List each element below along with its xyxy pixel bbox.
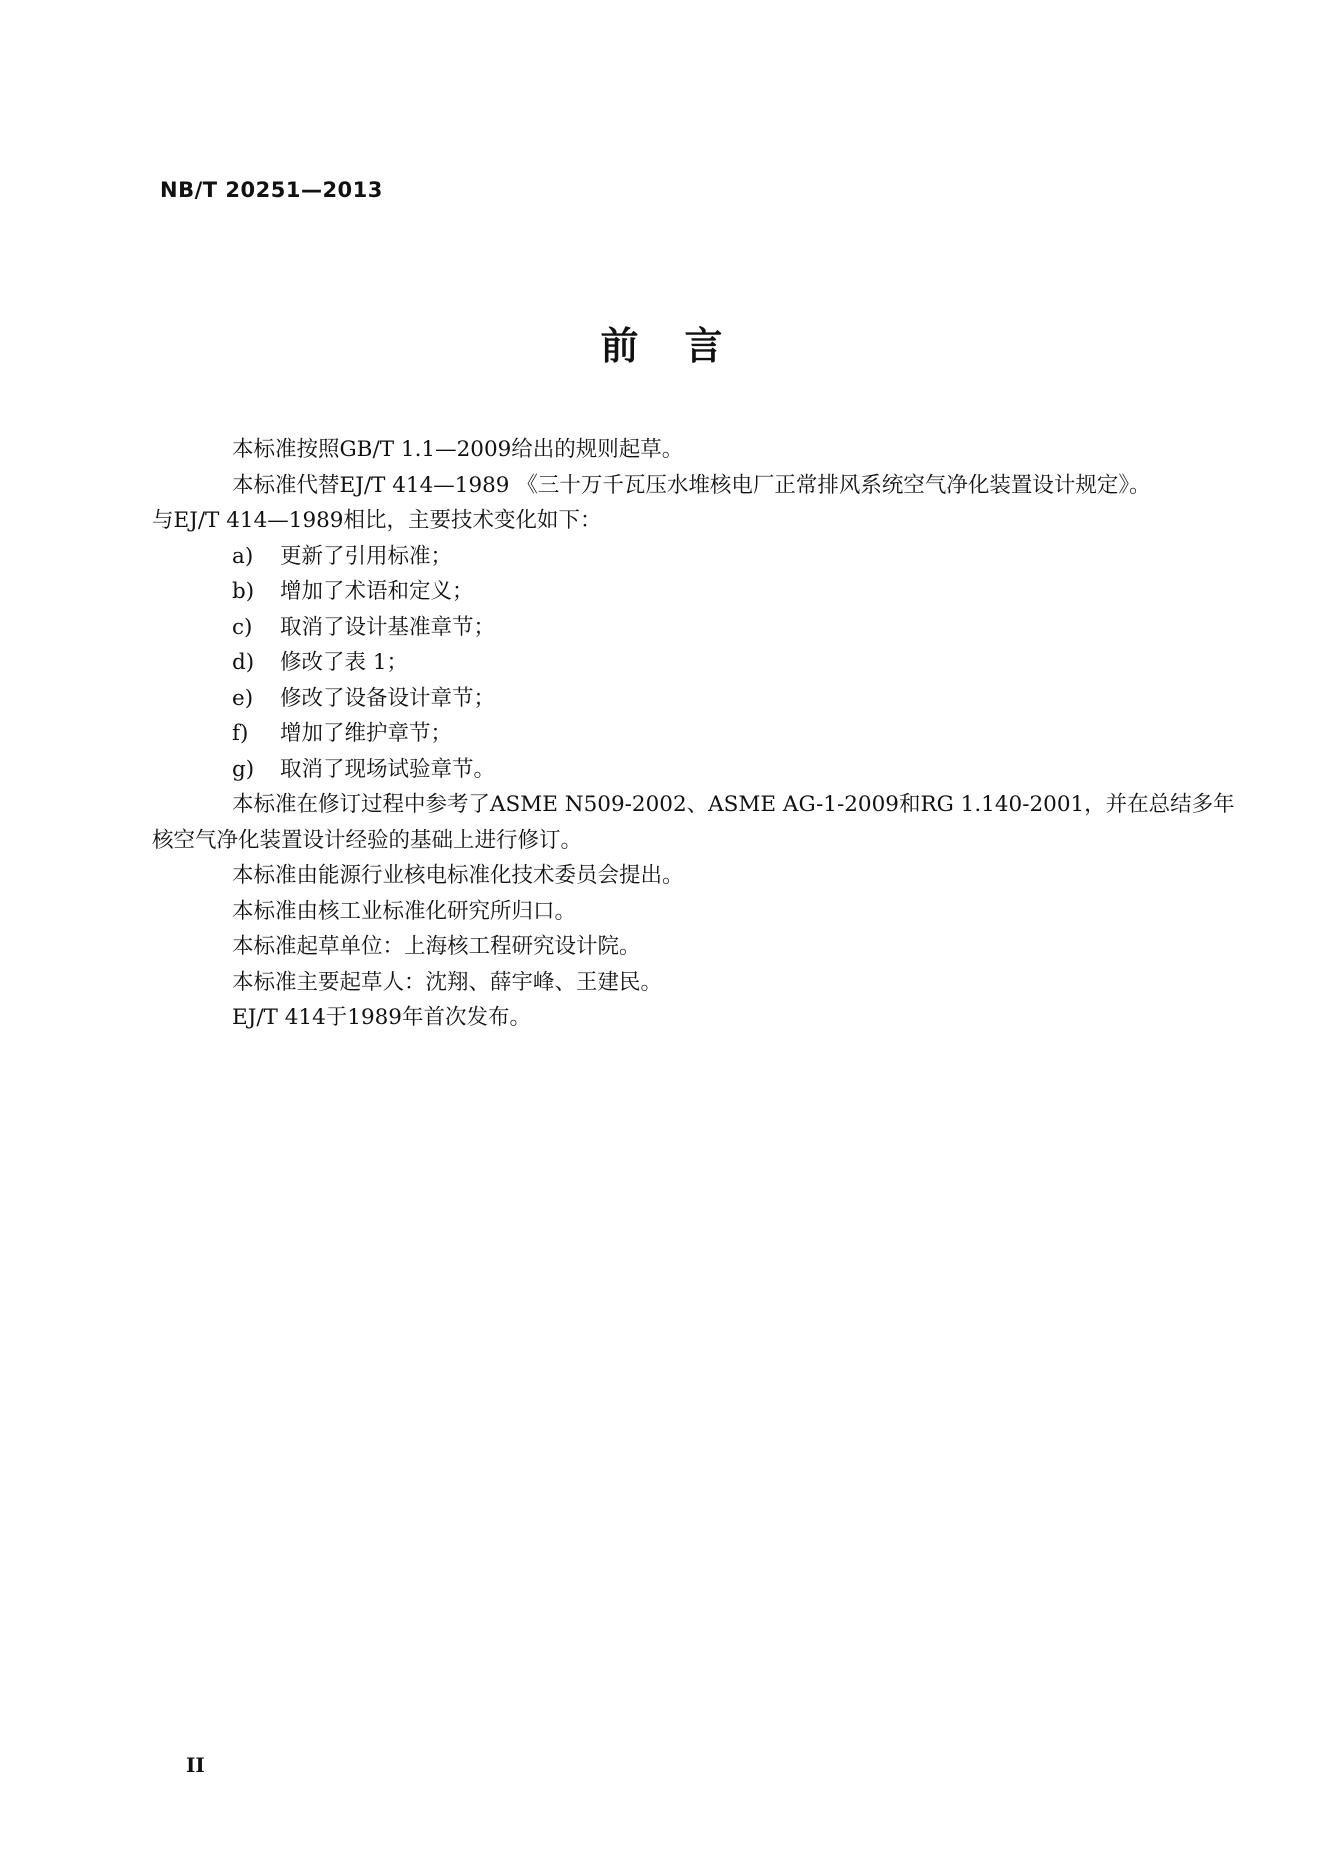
- foreword-body: [152, 432, 1252, 1036]
- list-marker: a): [232, 543, 254, 569]
- list-item: [172, 716, 1252, 752]
- standard-code: NB/T 20251—2013: [160, 178, 383, 202]
- page-title: 前言: [600, 323, 769, 368]
- list-text: 增加了维护章节；: [280, 721, 453, 746]
- list-item: [172, 681, 1252, 717]
- list-marker: d): [232, 650, 255, 675]
- list-text: 取消了设计基准章节；: [280, 614, 496, 640]
- paragraph-administered-by: 本标准由核工业标准化研究所归口。: [232, 898, 577, 924]
- list-item: [172, 610, 1252, 646]
- paragraph-drafting-unit: 本标准起草单位：上海核工程研究设计院。: [232, 934, 641, 959]
- list-item: [172, 645, 1252, 681]
- list-marker: g): [232, 756, 255, 782]
- list-text: 取消了现场试验章节。: [280, 756, 496, 782]
- list-item: [172, 574, 1252, 610]
- paragraph-proposed-by: 本标准由能源行业核电标准化技术委员会提出。: [232, 863, 684, 888]
- list-text: 更新了引用标准；: [280, 543, 453, 569]
- paragraph-drafting-rules: 本标准按照GB/T 1.1—2009给出的规则起草。: [232, 437, 684, 462]
- list-marker: f): [232, 721, 249, 746]
- list-text: 修改了表 1；: [280, 650, 409, 675]
- list-item: [172, 539, 1252, 575]
- list-text: 增加了术语和定义；: [280, 579, 474, 604]
- list-text: 修改了设备设计章节；: [280, 685, 496, 711]
- paragraph-first-issue: EJ/T 414于1989年首次发布。: [232, 1005, 531, 1030]
- paragraph-replaces: 本标准代替EJ/T 414—1989 《三十万千瓦压水堆核电厂正常排风系统空气净化装置设计规定》。: [232, 472, 1151, 498]
- paragraph-drafters: 本标准主要起草人：沈翔、薛宇峰、王建民。: [232, 969, 663, 995]
- paragraph-references-cont: 核空气净化装置设计经验的基础上进行修订。: [152, 827, 583, 853]
- paragraph-changes-intro: 与EJ/T 414—1989相比，主要技术变化如下：: [152, 508, 602, 533]
- list-marker: b): [232, 579, 255, 604]
- list-marker: c): [232, 614, 253, 640]
- page-number: II: [186, 1753, 205, 1777]
- paragraph-references: 本标准在修订过程中参考了ASME N509-2002、ASME AG-1-2009和RG 1.140-2001，并在总结多年: [232, 792, 1235, 817]
- list-marker: e): [232, 685, 254, 711]
- list-item: [172, 752, 1252, 788]
